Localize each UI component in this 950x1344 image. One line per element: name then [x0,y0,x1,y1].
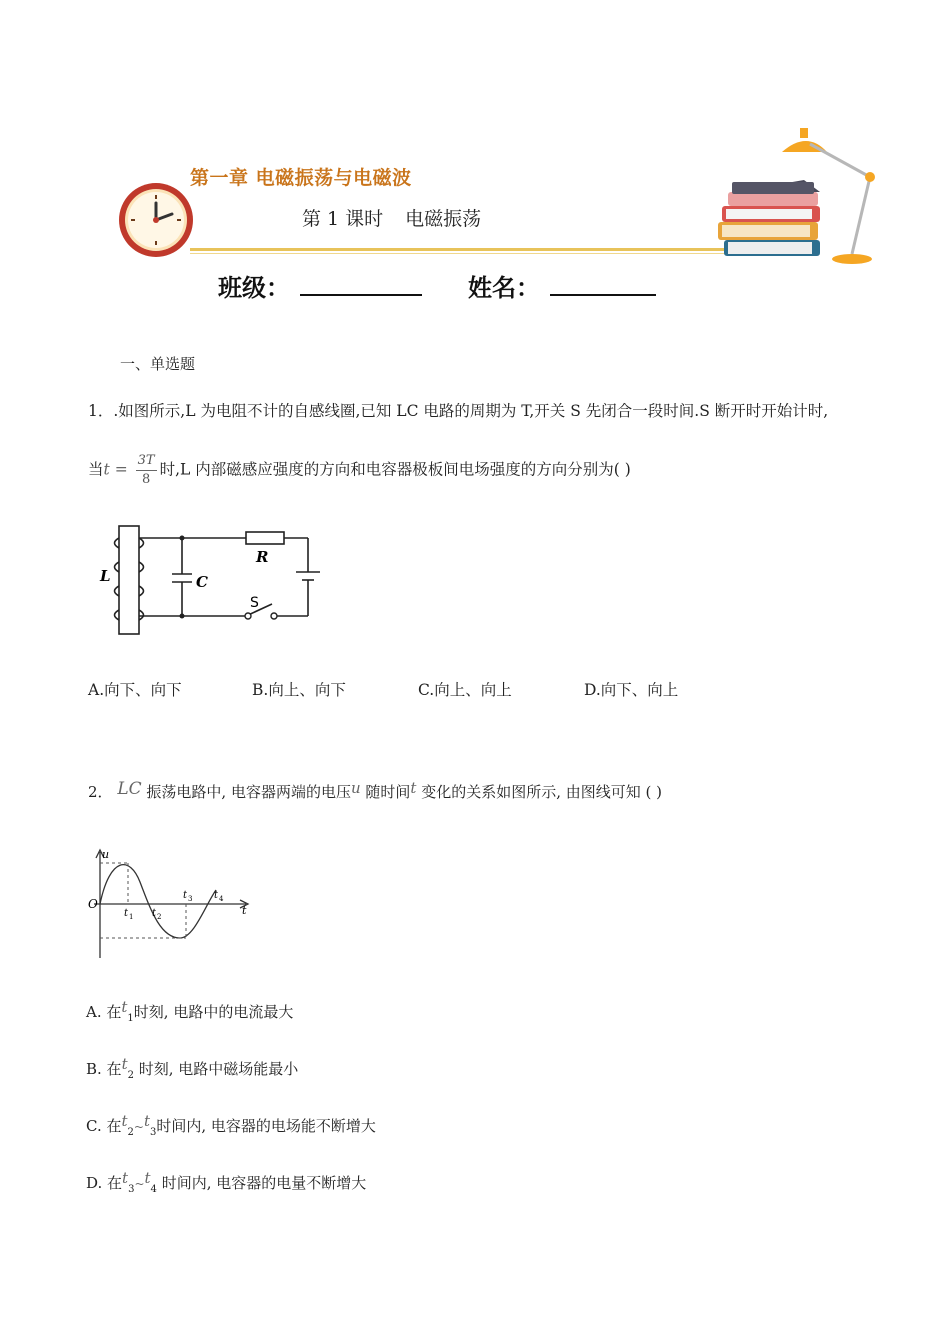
q2-text-a: 振荡电路中, 电容器两端的电压 [146,783,351,801]
q2-a-sub: 1 [127,1013,134,1024]
q1-option-a[interactable]: A.向下、向下 [88,681,182,699]
graph-tick-t1: t [124,908,129,919]
q1-fraction [136,452,157,489]
q2-c-text: 时间内, 电容器的电场能不断增大 [156,1117,376,1135]
q2-d-text: 时间内, 电容器的电量不断增大 [161,1174,367,1192]
q1-frac-num: 3T [136,452,157,471]
q2-text-c: 变化的关系如图所示, 由图线可知 ( ) [421,783,663,801]
clock-icon [112,178,202,262]
q2-option-b[interactable] [86,1055,298,1081]
q2-b-var: t [121,1055,128,1073]
q2-d-prefix: D. 在 [86,1174,123,1192]
graph-tick-t3: t [183,890,188,901]
q2-option-d[interactable] [86,1169,366,1195]
q1-line1 [88,401,828,423]
q2-text-b: 随时间 [365,783,411,801]
graph-tick-t4: t [214,890,219,901]
circuit-label-R: R [256,548,269,566]
q2-d-tilde: ~ [134,1177,145,1191]
class-blank[interactable] [300,294,422,296]
q2-var-lc: LC [117,779,142,799]
books-lamp-illustration [712,122,882,268]
graph-tick-t4-sub: 4 [219,895,224,903]
circuit-label-C: C [196,573,208,591]
graph-label-u: u [102,848,110,861]
q1-text-line2: 时,L 内部磁感应强度的方向和电容器极板间电场强度的方向分别为( ) [159,460,631,479]
q1-line2 [88,452,631,489]
header-rule [190,248,730,251]
section-title: 一、单选题 [120,355,196,373]
q1-frac-den: 8 [141,472,151,488]
q2-var-t: t [410,779,417,797]
circuit-label-S: S [250,595,259,611]
q1-var-t: t [103,460,110,479]
q2-d-var2: t [144,1169,151,1187]
q2-a-var: t [121,998,128,1016]
graph-tick-t1-sub: 1 [129,913,134,921]
q1-equals: = [114,460,128,479]
voltage-time-graph [86,846,256,962]
q2-number: 2． [88,783,113,801]
q2-c-var1: t [121,1112,128,1130]
name-label: 姓名： [468,274,540,302]
name-blank[interactable] [550,294,656,296]
graph-label-origin: O [88,897,98,911]
header-rule-thin [190,253,730,254]
q1-option-d[interactable]: D.向下、向上 [584,681,679,699]
lesson-name: 电磁振荡 [405,208,482,230]
graph-tick-t2-sub: 2 [157,913,162,921]
q2-b-prefix: B. 在 [86,1060,122,1078]
q2-b-sub: 2 [127,1070,134,1081]
class-label: 班级： [218,274,290,302]
q2-c-sub1: 2 [127,1127,134,1138]
graph-label-t: t [242,904,247,917]
q2-option-c[interactable] [86,1112,376,1138]
q1-number: 1． [88,402,114,420]
graph-tick-t3-sub: 3 [188,895,193,903]
q2-c-prefix: C. 在 [86,1117,122,1135]
lesson-title [302,204,481,231]
graph-tick-t2: t [152,908,157,919]
circuit-label-L: L [100,567,111,585]
q2-d-sub1: 3 [128,1184,135,1195]
q2-var-u: u [350,779,361,797]
chapter-title: 第一章 电磁振荡与电磁波 [190,167,412,189]
lc-circuit-diagram [96,524,326,638]
q2-b-text: 时刻, 电路中磁场能最小 [138,1060,299,1078]
q2-c-sub2: 3 [149,1127,157,1138]
q1-option-b[interactable]: B.向上、向下 [252,681,346,699]
lesson-number: 第 1 课时 [302,208,384,230]
q2-stem [88,778,662,803]
q2-c-tilde: ~ [133,1120,144,1134]
q2-a-text: 时刻, 电路中的电流最大 [133,1003,294,1021]
q1-option-c[interactable]: C.向上、向上 [418,681,512,699]
q2-d-sub2: 4 [150,1184,157,1195]
q1-text-line1: .如图所示,L 为电阻不计的自感线圈,已知 LC 电路的周期为 T,开关 S 先闭合一段时间.S 断开时开始计时, [113,402,829,420]
q2-d-var1: t [122,1169,129,1187]
q2-c-var2: t [143,1112,150,1130]
q2-a-prefix: A. 在 [86,1003,122,1021]
q1-prefix: 当 [88,460,104,479]
q2-option-a[interactable] [86,998,293,1024]
